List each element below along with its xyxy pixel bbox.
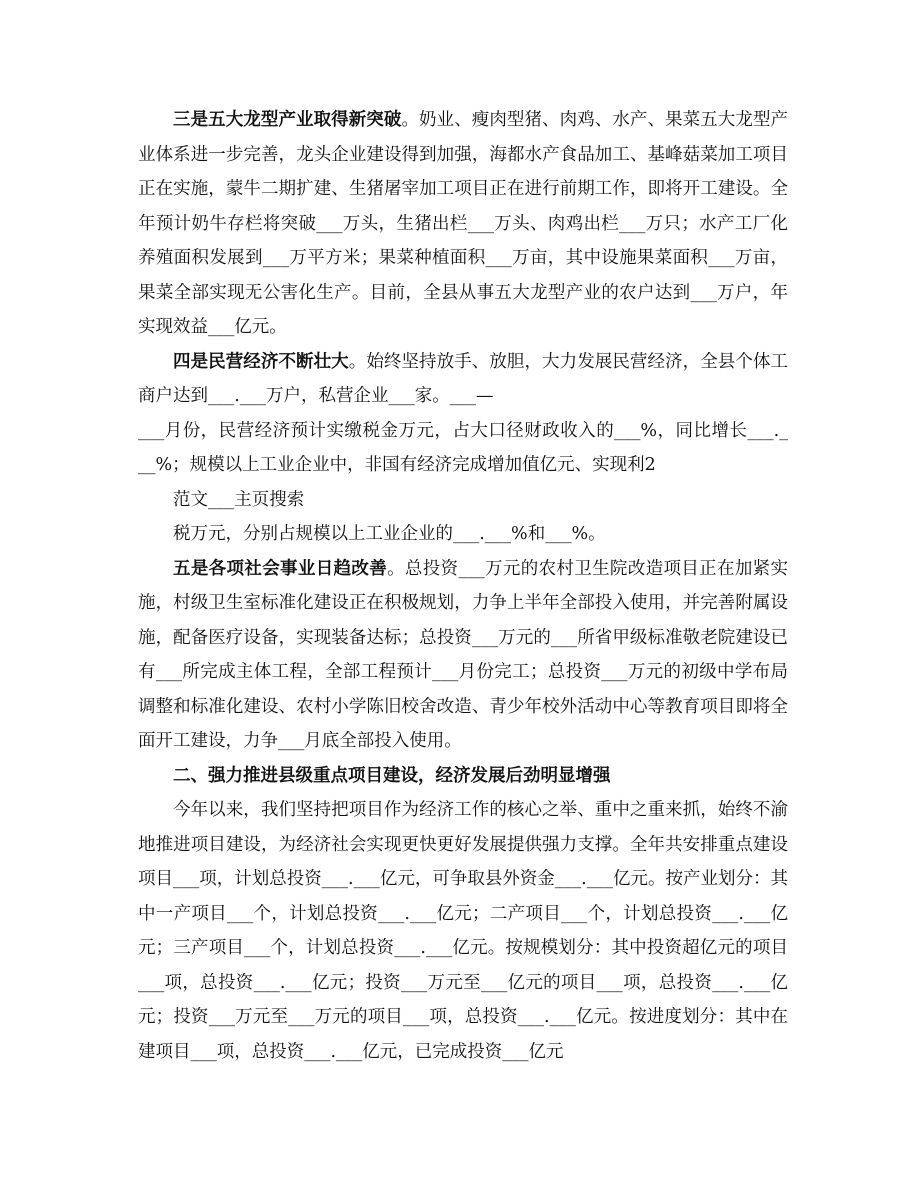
- paragraph-continuation: ___月份，民营经济预计实缴税金万元，占大口径财政收入的___%，同比增长___._ __%；规模以上工业企业中，非国有经济完成增加值亿元、实现利2: [138, 420, 788, 475]
- paragraph-private-economy: [138, 345, 788, 414]
- paragraph-text: 。奶业、瘦肉型猪、肉鸡、水产、果菜五大龙型产业体系进一步完善，龙头企业建设得到加强，海都水产食品加工、基峰菇菜加工项目正在实施，蒙牛二期扩建、生猪屠宰加工项目正在进行前期工作，即将开工建设。全年预计奶牛存栏将突破___万头，生猪出栏___万头、肉鸡出栏___万只；水产工厂化养殖面积发展到___万平方米；果菜种植面积___万亩，其中设施果菜面积___万亩，果菜全部实现无公害化生产。目前，全县从事五大龙型产业的农户达到___万户，年实现效益___亿元。: [138, 110, 789, 337]
- paragraph-industry: [138, 103, 788, 345]
- paragraph-social-affairs: [138, 552, 788, 759]
- paragraph-text: 。总投资___万元的农村卫生院改造项目正在加紧实施，村级卫生室标准化建设正在积极规划，力争上半年全部投入使用，并完善附属设施，配备医疗设备，实现装备达标；总投资___万元的___所省甲级标准敬老院建设已有___所完成主体工程，全部工程预计___月份完工；总投资___万元的初级中学布局调整和标准化建设、农村小学陈旧校舍改造、青少年校外活动中心等教育项目即将全面开工建设，力争___月底全部投入使用。: [138, 558, 789, 751]
- paragraph-lead: 四是民营经济不断壮大: [173, 351, 349, 372]
- paragraph-lead: 三是五大龙型产业取得新突破: [173, 110, 402, 130]
- paragraph-lead: 五是各项社会事业日趋改善: [173, 558, 388, 579]
- section-heading: 二、强力推进县级重点项目建设，经济发展后劲明显增强: [173, 765, 611, 786]
- paragraph-projects: 今年以来，我们坚持把项目作为经济工作的核心之举、重中之重来抓，始终不渝地推进项目建设，为经济社会实现更快更好发展提供强力支撑。全年共安排重点建设项目___项，计划总投资___.___亿元，可争取县外资金___.___亿元。按产业划分：其中一产项目___个，计划总投资___.___亿元；二产项目___个，计划总投资___.___亿元；三产项目___个，计划总投资___.___亿元。按规模划分：其中投资超亿元的项目___项，总投资___.___亿元；投资___万元至___亿元的项目___项，总投资___.___亿元；投资___万元至___万元的项目___项，总投资___.___亿元。按进度划分：其中在建项目___项，总投资___.___亿元，已完成投资___亿元: [138, 800, 788, 1062]
- paragraph-tax-share: 税万元，分别占规模以上工业企业的___.___%和___%。: [173, 524, 606, 544]
- page-footer-note: 范文___主页搜索: [173, 489, 305, 510]
- document-body: [138, 103, 788, 1069]
- paragraph-text: 。始终坚持放手、放胆，大力发展民营经济，全县个体工商户达到___.___万户，私营企业___家。___—: [138, 351, 789, 406]
